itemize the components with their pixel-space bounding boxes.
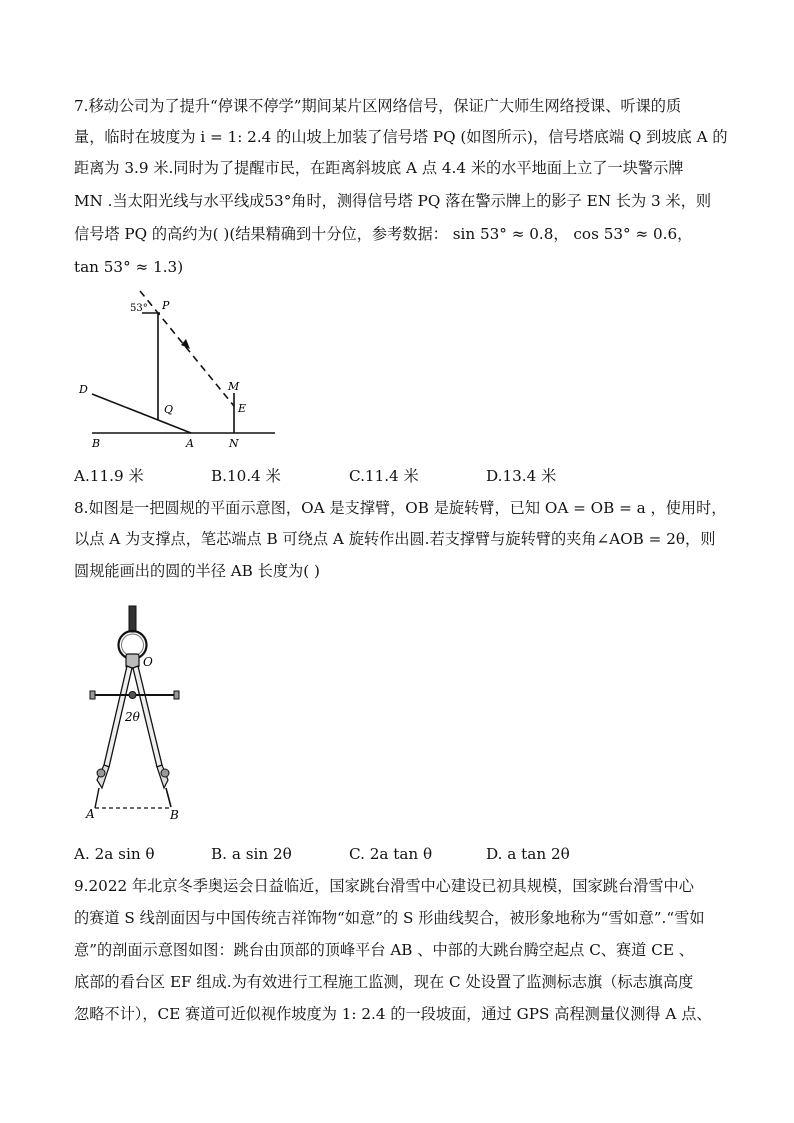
q9-line-5: 忽略不计），CE 赛道可近似视作坡度为 1: 2.4 的一段坡面，通过 GPS 高程测量仪测得 A 点、: [74, 1005, 712, 1023]
q7-option-c[interactable]: C.11.4 米: [349, 467, 419, 485]
q7-label-q: Q: [164, 403, 174, 416]
q8-angle-label: 2θ: [125, 710, 140, 724]
q8-option-c[interactable]: C. 2a tan θ: [349, 845, 433, 863]
q9-line-1: 9.2022 年北京冬季奥运会日益临近，国家跳台滑雪中心建设已初具规模，国家跳台滑雪中心: [74, 877, 694, 895]
q7-line-5: 信号塔 PQ 的高约为( )(结果精确到十分位，参考数据： sin 53° ≈ 0.8， cos 53° ≈ 0.6，: [74, 225, 693, 243]
q7-line-1: 7.移动公司为了提升“停课不停学”期间某片区网络信号，保证广大师生网络授课、听课的质: [74, 97, 682, 115]
q8-option-a[interactable]: A. 2a sin θ: [74, 845, 155, 863]
q8-label-o: O: [143, 655, 153, 669]
q7-label-m: M: [228, 380, 240, 393]
q7-slope-line: [92, 394, 191, 433]
q7-line-4: MN .当太阳光线与水平线成53°角时，测得信号塔 PQ 落在警示牌上的影子 EN 长为 3 米，则: [74, 192, 712, 210]
q8-label-a: A: [86, 807, 95, 821]
q7-label-n: N: [229, 437, 239, 450]
q7-label-b: B: [92, 437, 101, 450]
q7-line-3: 距离为 3.9 米.同时为了提醒市民，在距离斜坡底 A 点 4.4 米的水平地面上立了一块警示牌: [74, 159, 684, 177]
q7-angle-label: 53°: [130, 303, 148, 314]
q8-option-b[interactable]: B. a sin 2θ: [211, 845, 292, 863]
q7-option-b[interactable]: B.10.4 米: [211, 467, 281, 485]
q7-label-e: E: [238, 402, 247, 415]
q7-label-a: A: [186, 437, 194, 450]
q8-compass-figure: [80, 600, 190, 825]
q7-sun-ray: [140, 291, 234, 406]
q9-line-3: 意”的剖面示意图如图：跳台由顶部的顶峰平台 AB 、中部的大跳台腾空起点 C、赛道 CE 、: [74, 941, 694, 959]
q7-option-a[interactable]: A.11.9 米: [74, 467, 144, 485]
q7-label-d: D: [79, 383, 88, 396]
q8-label-b: B: [170, 808, 179, 822]
q8-line-1: 8.如图是一把圆规的平面示意图，OA 是支撑臂，OB 是旋转臂，已知 OA = OB = a ，使用时，: [74, 499, 727, 517]
q7-option-d[interactable]: D.13.4 米: [486, 467, 557, 485]
q7-line-6: tan 53° ≈ 1.3): [74, 258, 184, 276]
q7-line-2: 量，临时在坡度为 i = 1: 2.4 的山坡上加装了信号塔 PQ (如图所示)，信号塔底端 Q 到坡底 A 的: [74, 128, 728, 146]
q9-line-2: 的赛道 S 线剖面因与中国传统吉祥饰物“如意”的 S 形曲线契合，被形象地称为“雪如意”.“雪如: [74, 909, 705, 927]
q7-label-p: P: [162, 299, 170, 312]
q9-line-4: 底部的看台区 EF 组成.为有效进行工程施工监测，现在 C 处设置了监测标志旗（标志旗高度: [74, 973, 694, 991]
q8-option-d[interactable]: D. a tan 2θ: [486, 845, 570, 863]
q7-figure: [70, 285, 290, 450]
q8-line-3: 圆规能画出的圆的半径 AB 长度为( ): [74, 562, 320, 580]
q8-compass-handle: [129, 606, 136, 632]
q8-line-2: 以点 A 为支撑点，笔芯端点 B 可绕点 A 旋转作出圆.若支撑臂与旋转臂的夹角∠AOB = 2θ，则: [74, 530, 716, 548]
